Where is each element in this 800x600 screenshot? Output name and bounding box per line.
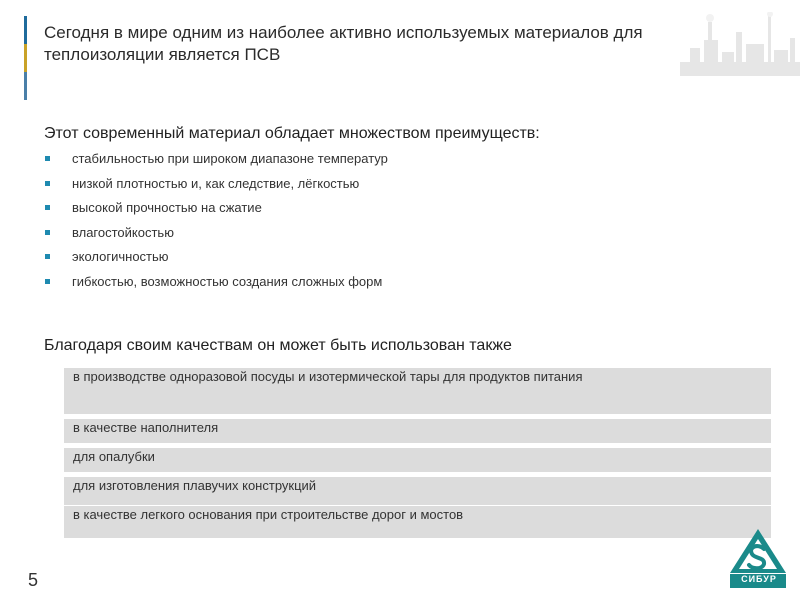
list-item: в производстве одноразовой посуды и изотермической тары для продуктов питания — [64, 368, 771, 414]
list-item: экологичностью — [44, 249, 388, 274]
logo-text: СИБУР — [741, 574, 777, 584]
accent-bar-steel — [24, 72, 27, 100]
bullet-square-icon — [45, 205, 50, 210]
list-item: для опалубки — [64, 448, 771, 472]
factory-skyline-icon — [672, 12, 800, 76]
advantages-list — [44, 151, 388, 299]
accent-bar — [24, 16, 27, 100]
list-item: в качестве наполнителя — [64, 419, 771, 443]
list-item: в качестве легкого основания при строительстве дорог и мостов — [64, 506, 771, 538]
advantages-heading: Этот современный материал обладает множеством преимуществ: — [44, 125, 540, 142]
list-item: низкой плотностью и, как следствие, лёгкостью — [44, 176, 388, 201]
bullet-square-icon — [45, 254, 50, 259]
bullet-square-icon — [45, 230, 50, 235]
bullet-square-icon — [45, 156, 50, 161]
bullet-square-icon — [45, 279, 50, 284]
list-item: стабильностью при широком диапазоне температур — [44, 151, 388, 176]
list-item: для изготовления плавучих конструкций — [64, 477, 771, 505]
list-item: высокой прочностью на сжатие — [44, 200, 388, 225]
accent-bar-blue — [24, 16, 27, 44]
bullet-square-icon — [45, 181, 50, 186]
accent-bar-gold — [24, 44, 27, 72]
page-number: 5 — [28, 570, 39, 590]
list-item: гибкостью, возможностью создания сложных форм — [44, 274, 388, 299]
uses-heading: Благодаря своим качествам он может быть использован также — [44, 337, 512, 354]
slide-title: Сегодня в мире одним из наиболее активно используемых материалов для теплоизоляции является ПСВ — [44, 23, 643, 64]
list-item: влагостойкостью — [44, 225, 388, 250]
